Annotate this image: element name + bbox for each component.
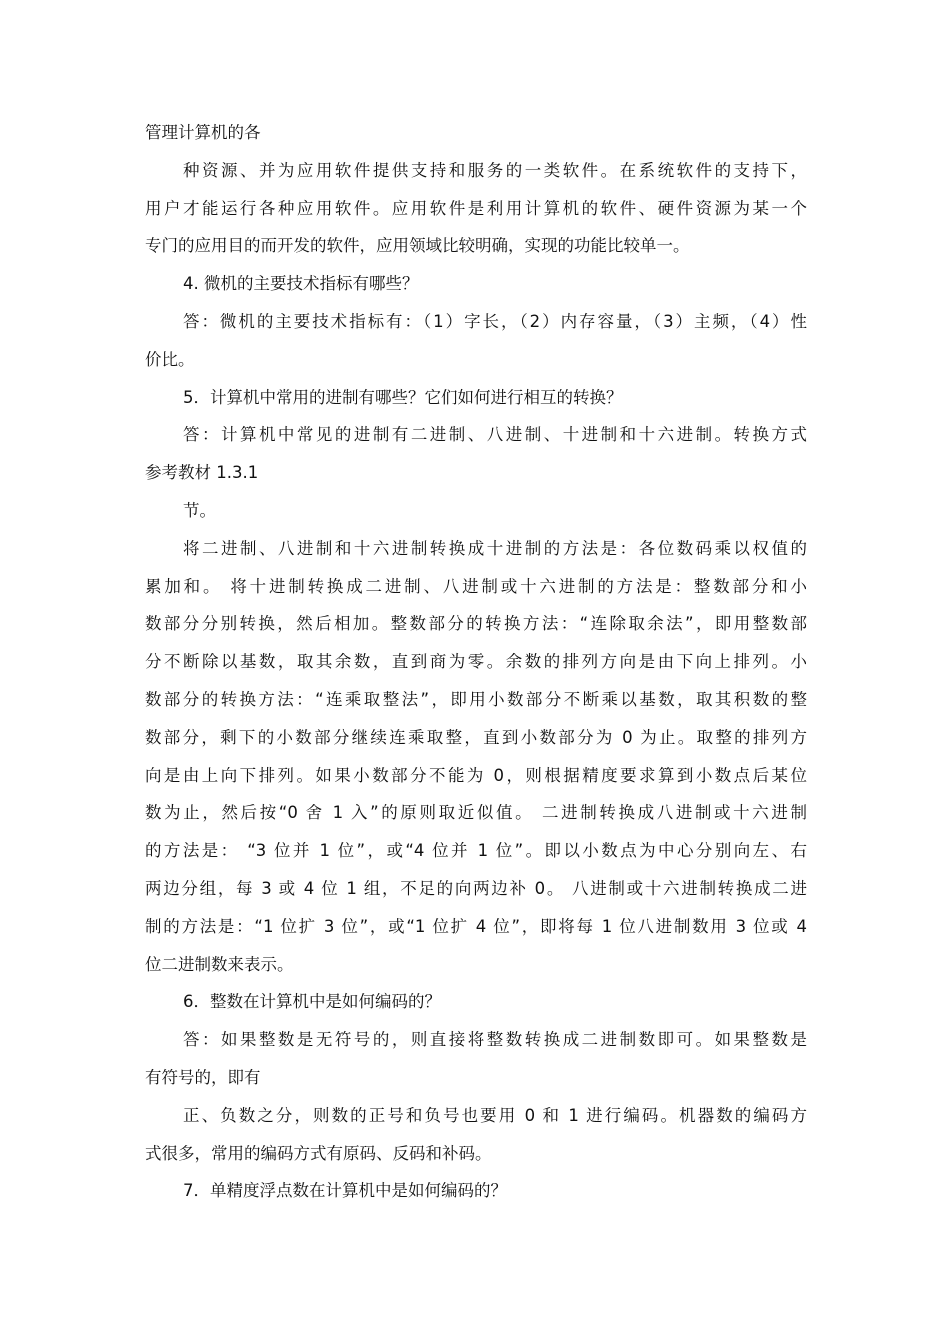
answer-line: 有符号的，即有 (145, 1067, 261, 1087)
text-line: 的方法是： “3 位并 1 位”，或“4 位并 1 位”。即以小数点为中心分别向左、右 (145, 841, 807, 861)
answer-line: 价比。 (145, 349, 195, 369)
text-line: 种资源、并为应用软件提供支持和服务的一类软件。在系统软件的支持下， (183, 160, 807, 180)
text-line: 将二进制、八进制和十六进制转换成十进制的方法是：各位数码乘以权值的 (183, 538, 807, 558)
text-line: 专门的应用目的而开发的软件，应用领域比较明确，实现的功能比较单一。 (145, 236, 690, 256)
document-body (145, 114, 807, 1210)
text-line: 累加和。 将十进制转换成二进制、八进制或十六进制的方法是：整数部分和小 (145, 576, 807, 596)
text-line: 数部分的转换方法：“连乘取整法”，即用小数部分不断乘以基数，取其积数的整 (145, 689, 807, 709)
text-line: 数部分，剩下的小数部分继续连乘取整，直到小数部分为 0 为止。取整的排列方 (145, 727, 807, 747)
question-heading-5: 5．计算机中常用的进制有哪些？它们如何进行相互的转换？ (183, 387, 623, 407)
question-heading-7: 7．单精度浮点数在计算机中是如何编码的？ (183, 1181, 507, 1201)
answer-line: 答：微机的主要技术指标有：（1）字长，（2）内存容量，（3）主频，（4）性 (183, 311, 807, 331)
answer-line: 式很多，常用的编码方式有原码、反码和补码。 (145, 1143, 492, 1163)
answer-line: 正、负数之分，则数的正号和负号也要用 0 和 1 进行编码。机器数的编码方 (183, 1105, 807, 1125)
text-line: 位二进制数来表示。 (145, 954, 294, 974)
answer-line: 答：计算机中常见的进制有二进制、八进制、十进制和十六进制。转换方式 (183, 425, 807, 445)
text-line: 制的方法是：“1 位扩 3 位”，或“1 位扩 4 位”，即将每 1 位八进制数用 3 位或 4 (145, 916, 807, 936)
question-heading-4: 4. 微机的主要技术指标有哪些？ (183, 274, 419, 294)
text-line: 向是由上向下排列。如果小数部分不能为 0，则根据精度要求算到小数点后某位 (145, 765, 807, 785)
answer-line: 参考教材 1.3.1 (145, 463, 259, 483)
question-heading-6: 6．整数在计算机中是如何编码的？ (183, 992, 441, 1012)
text-line: 两边分组，每 3 或 4 位 1 组，不足的向两边补 0。 八进制或十六进制转换成二进 (145, 878, 807, 898)
answer-line: 节。 (183, 500, 216, 520)
text-line: 管理计算机的各 (145, 123, 261, 142)
answer-line: 答：如果整数是无符号的，则直接将整数转换成二进制数即可。如果整数是 (183, 1030, 807, 1050)
text-line: 分不断除以基数，取其余数，直到商为零。余数的排列方向是由下向上排列。小 (145, 652, 807, 672)
text-line: 用户才能运行各种应用软件。应用软件是利用计算机的软件、硬件资源为某一个 (145, 198, 807, 218)
text-line: 数部分分别转换，然后相加。整数部分的转换方法：“连除取余法”，即用整数部 (145, 614, 807, 634)
text-line: 数为止，然后按“0 舍 1 入”的原则取近似值。 二进制转换成八进制或十六进制 (145, 803, 807, 823)
